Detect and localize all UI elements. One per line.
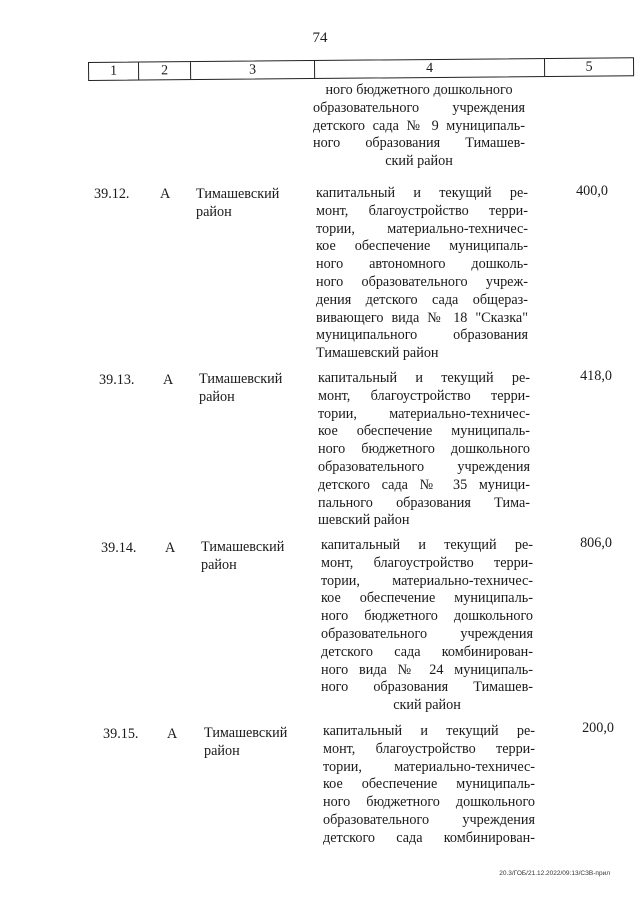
district-line: Тимашевский bbox=[196, 186, 280, 202]
text-line: образовательного учреждения bbox=[321, 625, 533, 642]
district-line: Тимашевский bbox=[204, 725, 288, 741]
row-category: А bbox=[160, 186, 171, 202]
row-number: 39.15. bbox=[103, 726, 139, 742]
row-number: 39.12. bbox=[94, 186, 130, 202]
text-line: кое обеспечение муниципаль- bbox=[323, 776, 535, 793]
text-line: Тимашевский район bbox=[316, 345, 439, 362]
text-line: ного бюджетного дошкольного bbox=[321, 608, 533, 625]
continuation-text bbox=[313, 82, 525, 171]
text-line: ного образования Тимашев- bbox=[321, 679, 533, 696]
text-line: детского сада комбинирован- bbox=[321, 643, 533, 660]
row-category: А bbox=[165, 540, 176, 556]
row-number: 39.14. bbox=[101, 540, 137, 556]
row-amount: 418,0 bbox=[580, 368, 612, 384]
district-line: район bbox=[199, 388, 235, 405]
text-line: ский район bbox=[393, 697, 461, 714]
text-line: образовательного учреждения bbox=[318, 458, 530, 475]
text-line: ного бюджетного дошкольного bbox=[318, 441, 530, 458]
text-line: вивающего вида № 18 "Сказка" bbox=[316, 309, 528, 326]
text-line: образовательного учреждения bbox=[323, 811, 535, 828]
row-category: А bbox=[163, 372, 174, 388]
row-district bbox=[196, 186, 306, 222]
row-description bbox=[318, 370, 530, 530]
text-line: монт, благоустройство терри- bbox=[323, 740, 535, 757]
text-line: кое обеспечение муниципаль- bbox=[321, 590, 533, 607]
page-number: 74 bbox=[312, 30, 328, 46]
text-line: образовательного учреждения bbox=[313, 99, 525, 116]
text-line: шевский район bbox=[318, 512, 410, 529]
row-amount: 200,0 bbox=[582, 720, 614, 736]
text-line: пального образования Тима- bbox=[318, 494, 530, 511]
row-description bbox=[316, 185, 528, 363]
text-line: ного автономного дошколь- bbox=[316, 256, 528, 273]
row-description bbox=[321, 537, 533, 715]
row-amount: 400,0 bbox=[576, 183, 608, 199]
text-line: тории, материально-техничес- bbox=[321, 572, 533, 589]
text-line: капитальный и текущий ре- bbox=[323, 723, 535, 739]
text-line: монт, благоустройство терри- bbox=[316, 202, 528, 219]
text-line: капитальный и текущий ре- bbox=[321, 537, 533, 553]
header-col-2: 2 bbox=[139, 62, 191, 79]
row-category: А bbox=[167, 726, 178, 742]
header-col-5: 5 bbox=[585, 59, 593, 75]
header-col-1: 1 bbox=[89, 63, 139, 80]
text-line: тории, материально-техничес- bbox=[316, 220, 528, 237]
text-line: муниципального образования bbox=[316, 327, 528, 344]
text-line: тории, материально-техничес- bbox=[318, 405, 530, 422]
row-amount: 806,0 bbox=[580, 535, 612, 551]
text-line: ного вида № 24 муниципаль- bbox=[321, 661, 533, 678]
header-col-3: 3 bbox=[191, 61, 315, 79]
header-col-4: 4 bbox=[315, 59, 545, 78]
text-line: монт, благоустройство терри- bbox=[318, 387, 530, 404]
text-line: ного образовательного учреж- bbox=[316, 273, 528, 290]
row-district bbox=[204, 725, 314, 761]
text-line: монт, благоустройство терри- bbox=[321, 554, 533, 571]
text-line: капитальный и текущий ре- bbox=[316, 185, 528, 201]
text-line: кое обеспечение муниципаль- bbox=[318, 423, 530, 440]
row-description bbox=[323, 723, 535, 848]
district-line: район bbox=[204, 742, 240, 759]
text-line: дения детского сада общераз- bbox=[316, 291, 528, 308]
district-line: район bbox=[201, 556, 237, 573]
district-line: Тимашевский bbox=[199, 371, 283, 387]
text-line: ного бюджетного дошкольного bbox=[325, 82, 513, 98]
footer-stamp: 20.3/ГОБ/21.12.2022/09:13/СЗВ-прил bbox=[499, 870, 610, 877]
district-line: Тимашевский bbox=[201, 539, 285, 555]
text-line: капитальный и текущий ре- bbox=[318, 370, 530, 386]
text-line: детского сада № 35 муници- bbox=[318, 476, 530, 493]
text-line: ного образования Тимашев- bbox=[313, 135, 525, 152]
text-line: ного бюджетного дошкольного bbox=[323, 794, 535, 811]
text-line: ский район bbox=[385, 153, 453, 170]
text-line: тории, материально-техничес- bbox=[323, 758, 535, 775]
table-header bbox=[88, 57, 634, 81]
text-line: детского сада № 9 муниципаль- bbox=[313, 117, 525, 134]
row-district bbox=[199, 371, 309, 407]
row-number: 39.13. bbox=[99, 372, 135, 388]
row-district bbox=[201, 539, 311, 575]
text-line: детского сада комбинирован- bbox=[323, 829, 535, 846]
district-line: район bbox=[196, 203, 232, 220]
text-line: кое обеспечение муниципаль- bbox=[316, 238, 528, 255]
